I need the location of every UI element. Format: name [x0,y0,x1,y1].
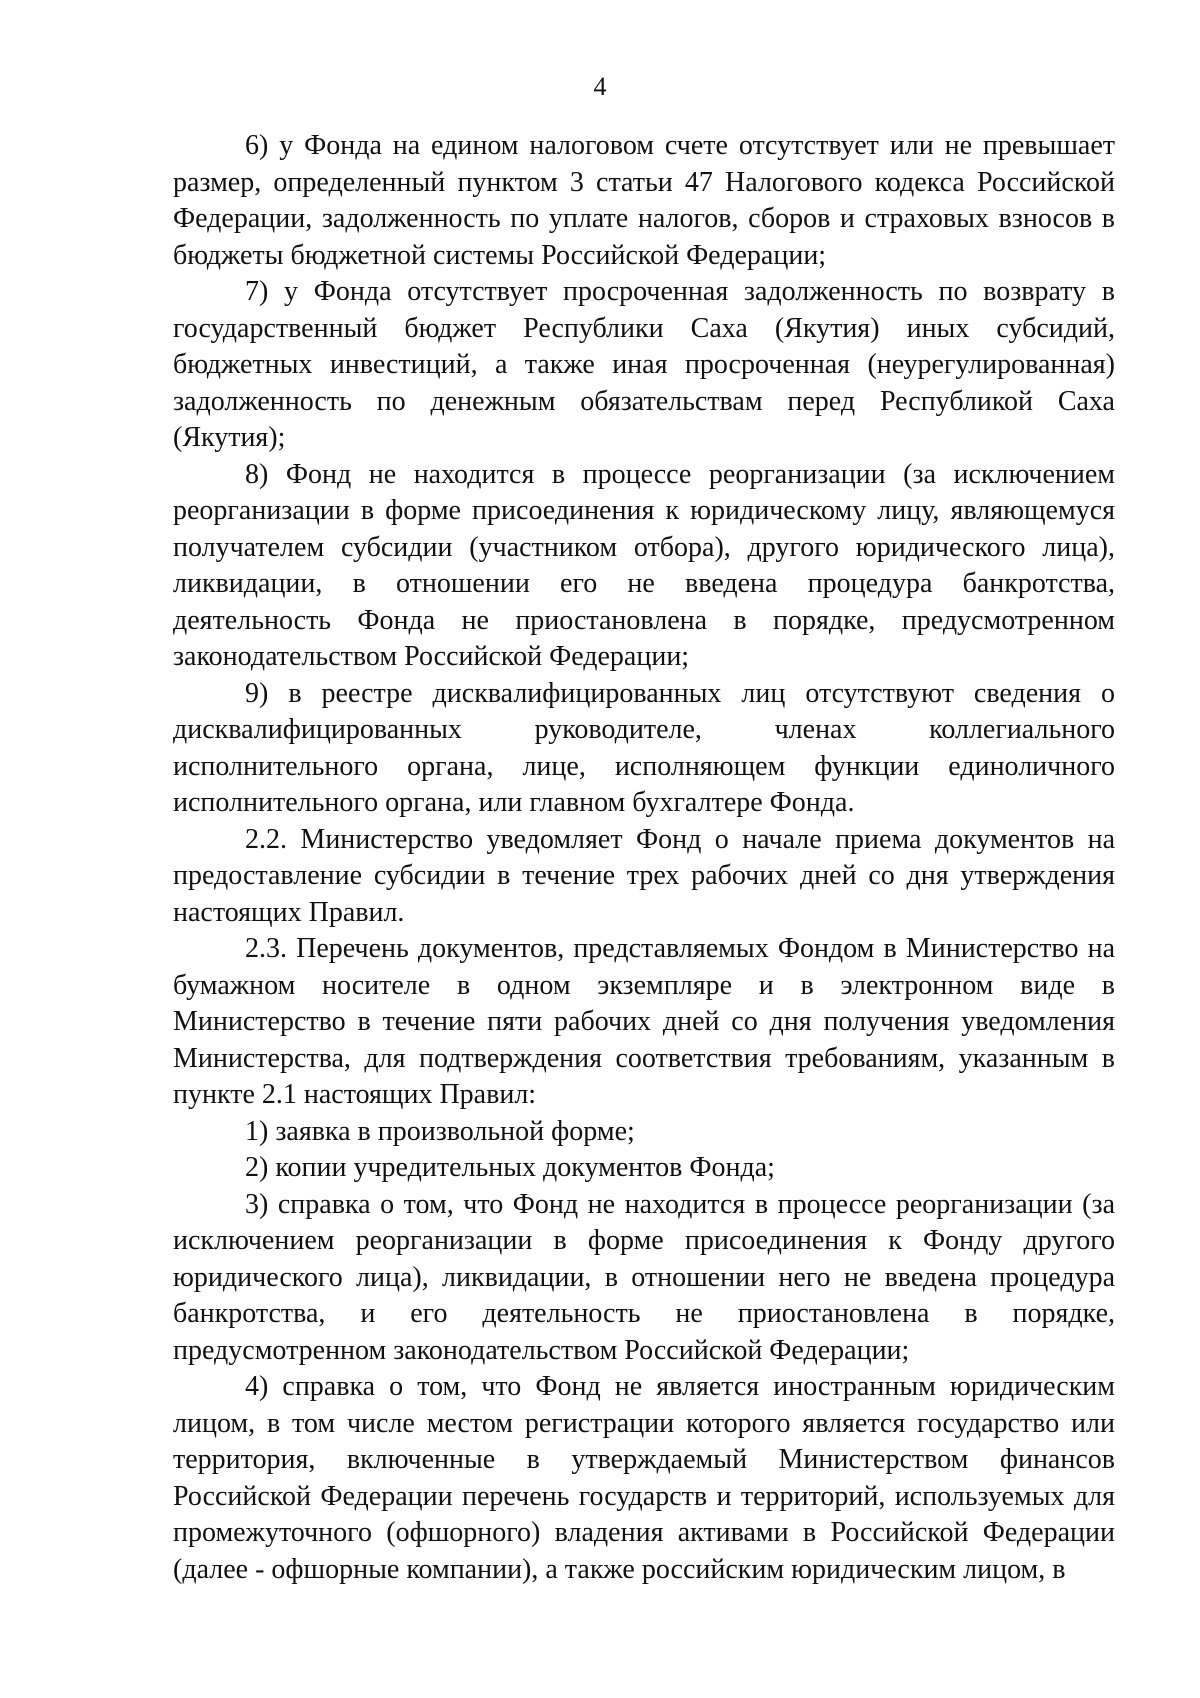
paragraph-doc-item-3: 3) справка о том, что Фонд не находится в процессе реорганизации (за исключением реорганизации в форме присоединения к Фонду другого юридического лица), ликвидации, в отношении него не введена процедура банкротства, и его деятельность не приостановлена в порядке, предусмотренном законодательством Российской Федерации; [173,1188,1115,1366]
page-number: 4 [593,72,607,101]
paragraph-doc-item-2: 2) копии учредительных документов Фонда; [245,1152,775,1183]
paragraph-doc-item-1: 1) заявка в произвольной форме; [245,1115,635,1147]
paragraph-doc-item-4: 4) справка о том, что Фонд не является иностранным юридическим лицом, в том числе местом регистрации которого является государство или территория, включенные в утверждаемый Министерством финансов Российской Федерации перечень государств и территорий, используемых для промежуточного (офшорного) владения активами в Российской Федерации (далее - офшорные компании), а также российским юридическим лицом, в [173,1371,1115,1585]
paragraph-section-2-3: 2.3. Перечень документов, представляемых Фондом в Министерство на бумажном носителе в одном экземпляре и в электронном виде в Министерство в течение пяти рабочих дней со дня получения уведомления Министерства, для подтверждения соответствия требованиям, указанным в пункте 2.1 настоящих Правил: [173,933,1115,1110]
paragraph-item-8: 8) Фонд не находится в процессе реорганизации (за исключением реорганизации в форме присоединения к юридическому лицу, являющемуся получателем субсидии (участником отбора), другого юридического лица), ликвидации, в отношении его не введена процедура банкротства, деятельность Фонда не приостановлена в порядке, предусмотренном законодательством Российской Федерации; [173,458,1115,672]
paragraph-item-9: 9) в реестре дисквалифицированных лиц отсутствуют сведения о дисквалифицированных руководителе, членах коллегиального исполнительного органа, лице, исполняющем функции единоличного исполнительного органа, или главном бухгалтере Фонда. [173,677,1115,818]
paragraph-section-2-2: 2.2. Министерство уведомляет Фонд о начале приема документов на предоставление субсидии в течение трех рабочих дней со дня утверждения настоящих Правил. [173,823,1115,928]
paragraph-item-6: 6) у Фонда на едином налоговом счете отсутствует или не превышает размер, определенный пунктом 3 статьи 47 Налогового кодекса Российской Федерации, задолженность по уплате налогов, сборов и страховых взносов в бюджеты бюджетной системы Российской Федерации; [173,130,1115,271]
paragraph-item-7: 7) у Фонда отсутствует просроченная задолженность по возврату в государственный бюджет Республики Саха (Якутия) иных субсидий, бюджетных инвестиций, а также иная просроченная (неурегулированная) задолженность по денежным обязательствам перед Республикой Саха (Якутия); [173,276,1115,453]
document-body [173,128,1115,1588]
